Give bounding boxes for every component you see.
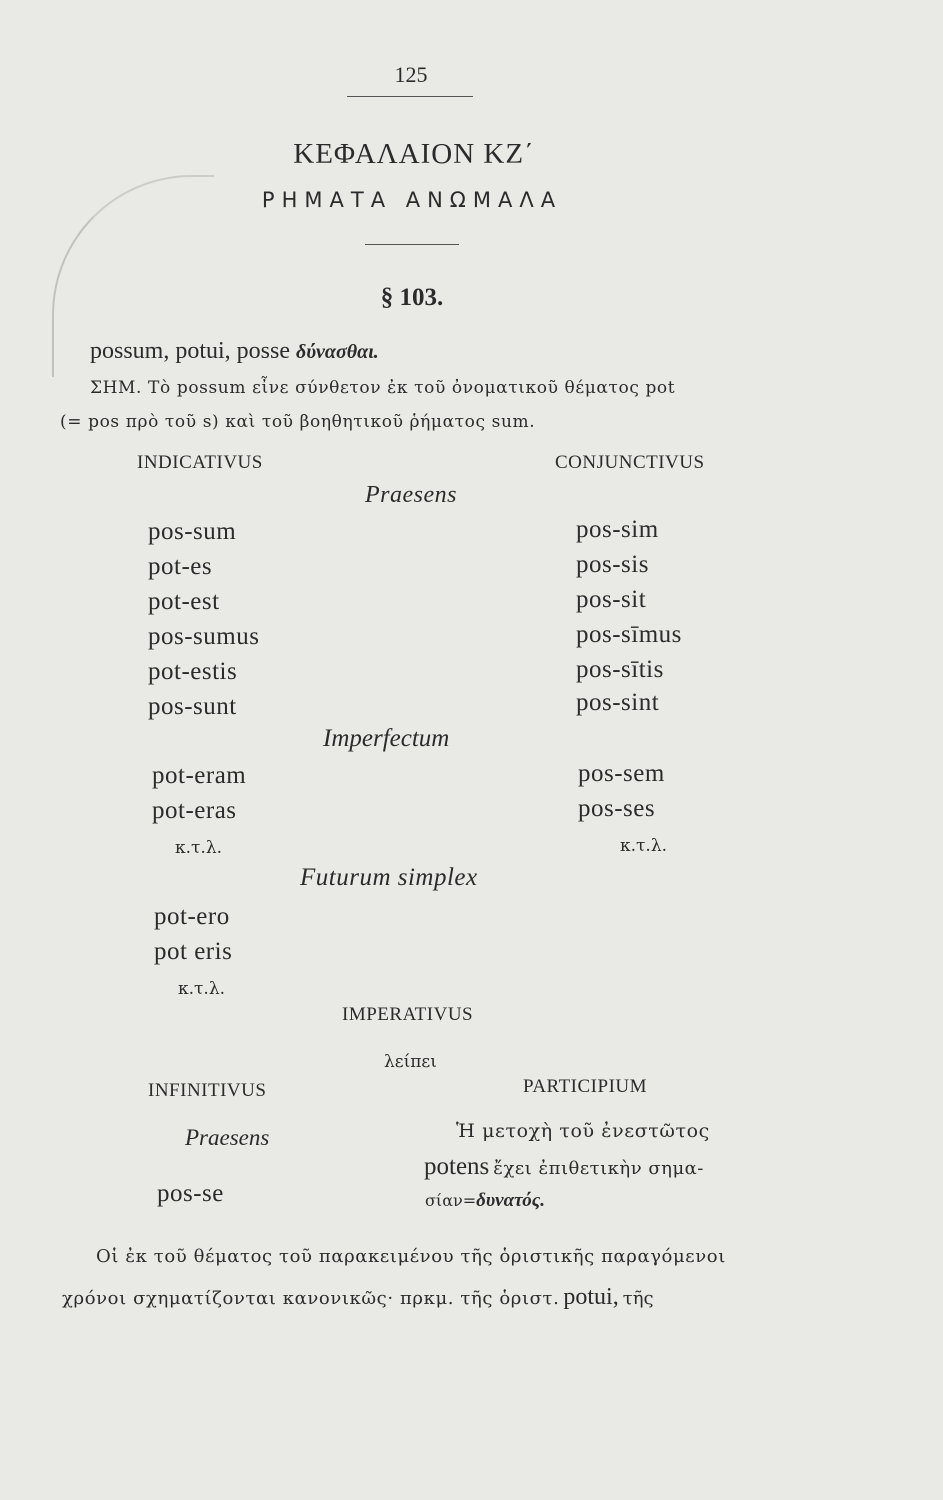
page-number: 125	[394, 62, 428, 87]
participle-line-3-prefix: σίαν=	[425, 1191, 477, 1210]
heading-participle: PARTICIPIUM	[523, 1076, 648, 1097]
header-rule	[347, 96, 473, 97]
participle-line-3-bold: δυνατός.	[476, 1190, 546, 1211]
conj-present-6: pos-sint	[576, 689, 660, 716]
ind-present-5: pot-estis	[148, 658, 238, 685]
tense-imperfect: Imperfectum	[323, 725, 450, 752]
participle-line-1: Ἡ μετοχὴ τοῦ ἐνεστῶτος	[456, 1120, 710, 1142]
note-line-1: ΣΗΜ. Τὸ possum εἶνε σύνθετον ἐκ τοῦ ὀνοματικοῦ θέματος pot	[90, 378, 676, 398]
conj-imperfect-2: pos-ses	[578, 795, 656, 822]
heading-imperative: IMPERATIVUS	[342, 1004, 474, 1025]
ind-present-6: pos-sunt	[148, 693, 237, 720]
conj-present-4: pos-sīmus	[576, 621, 682, 648]
conj-present-1: pos-sim	[576, 516, 659, 543]
ind-imperfect-1: pot-eram	[152, 762, 247, 789]
conj-present-3: pos-sit	[576, 586, 647, 613]
footer-line-2	[62, 1284, 654, 1311]
participle-line-3	[425, 1190, 545, 1212]
participle-latin: potens	[424, 1153, 490, 1180]
footer-line-1: Οἱ ἐκ τοῦ θέματος τοῦ παρακειμένου τῆς ὁριστικῆς παραγόμενοι	[96, 1246, 726, 1267]
conj-present-2: pos-sis	[576, 551, 649, 578]
lemma-greek: δύνασθαι.	[296, 341, 379, 363]
ind-future-2: pot eris	[154, 938, 233, 965]
heading-indicative: INDICATIVUS	[137, 452, 263, 473]
heading-infinitive: INFINITIVUS	[148, 1080, 267, 1101]
imperative-missing: λείπει	[384, 1052, 437, 1072]
infinitive-form: pos-se	[157, 1180, 224, 1207]
participle-greek: ἔχει ἐπιθετικὴν σημα-	[493, 1158, 704, 1179]
conj-imperfect-etc: κ.τ.λ.	[620, 836, 668, 856]
ind-present-4: pos-sumus	[148, 623, 260, 650]
conj-imperfect-1: pos-sem	[578, 760, 665, 787]
subtitle-rule	[365, 244, 459, 245]
footer-line-2-greek: χρόνοι σχηματίζονται κανονικῶς· πρκμ. τῆς ὁριστ.	[62, 1288, 560, 1309]
tense-present: Praesens	[365, 482, 457, 508]
ind-present-3: pot-est	[148, 588, 220, 615]
lemma-line	[90, 338, 379, 365]
note-line-2: (= pos πρὸ τοῦ s) καὶ τοῦ βοηθητικοῦ ῥήματος sum.	[60, 412, 536, 432]
chapter-title: ΚΕΦΑΛΑΙΟΝ ΚΖ΄	[293, 138, 535, 170]
section-number: § 103.	[380, 284, 444, 311]
lemma-latin: possum, potui, posse	[90, 338, 291, 364]
heading-conjunctive: CONJUNCTIVUS	[555, 452, 705, 473]
ind-imperfect-etc: κ.τ.λ.	[175, 838, 223, 858]
conj-present-5: pos-sītis	[576, 656, 664, 683]
participle-line-2	[424, 1153, 704, 1181]
ind-present-2: pot-es	[148, 553, 213, 580]
ind-future-1: pot-ero	[154, 903, 230, 930]
chapter-subtitle: ΡΗΜΑΤΑ ΑΝΩΜΑΛΑ	[261, 188, 563, 212]
tense-future: Futurum simplex	[300, 864, 478, 891]
ind-present-1: pos-sum	[148, 518, 237, 545]
infinitive-tense: Praesens	[185, 1125, 270, 1150]
footer-line-2-latin: potui,	[563, 1284, 619, 1310]
ind-future-etc: κ.τ.λ.	[178, 979, 226, 999]
footer-line-2-end: τῆς	[622, 1288, 654, 1309]
ind-imperfect-2: pot-eras	[152, 797, 237, 824]
